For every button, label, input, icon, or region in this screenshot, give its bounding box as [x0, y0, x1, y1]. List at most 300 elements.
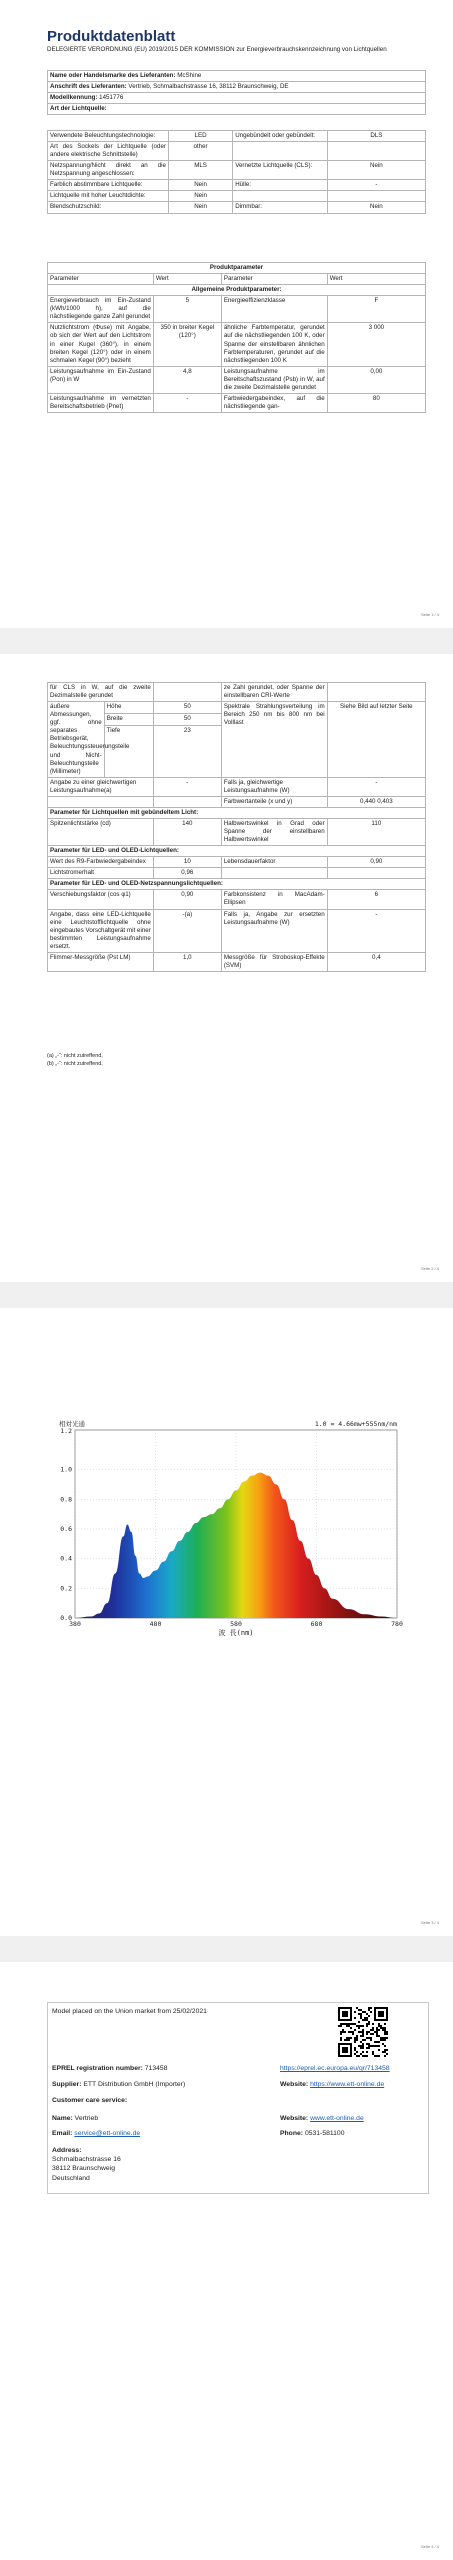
qr-module — [356, 2051, 358, 2053]
qr-module — [376, 2041, 378, 2043]
qr-module — [348, 2037, 350, 2039]
qr-module — [354, 2037, 356, 2039]
qr-module — [362, 2031, 364, 2033]
page-title: Produktdatenblatt — [47, 28, 176, 45]
equiv-power-w-value: - — [327, 777, 425, 796]
qr-module — [360, 2041, 362, 2043]
care-email-row — [52, 2130, 140, 2137]
directional-header: Parameter für Lichtquellen mit gebündeltem Licht: — [48, 807, 426, 818]
mains-header: Parameter für LED- und OLED-Netzspannungslichtquellen: — [48, 879, 426, 890]
table-row — [48, 890, 426, 909]
regulation-subtitle: DELEGIERTE VERORDNUNG (EU) 2019/2015 DER KOMMISSION zur Energieverbrauchskennzeichnung von Lichtquellen — [47, 46, 387, 53]
qr-module — [362, 2051, 364, 2053]
param-label: Flimmer-Messgröße (Pst LM) — [48, 952, 154, 971]
y-tick-label: 1.0 — [60, 1465, 72, 1474]
qr-module — [364, 2039, 366, 2041]
qr-module — [366, 2051, 368, 2053]
qr-module — [360, 2031, 362, 2033]
value-col-header: Wert — [153, 274, 221, 285]
param-label: Leistungsaufnahme im vernetzten Bereitschaftsbetrieb (Pnet) — [48, 393, 154, 412]
qr-module — [360, 2047, 362, 2049]
footnotes — [47, 1052, 103, 1069]
qr-module — [386, 2049, 388, 2051]
qr-module — [362, 2019, 364, 2021]
website-link[interactable]: https://www.ett-online.de — [310, 2081, 385, 2088]
qr-module — [374, 2031, 376, 2033]
param-label: Nutzlichtstrom (Φuse) mit Angabe, ob sich der Wert auf den Lichtstrom in einer Kugel (360°), in einem breiten Kegel (120°) oder in einem schmalen Kegel (90°) bezieht — [48, 323, 154, 366]
qr-module — [372, 2033, 374, 2035]
lightsource-table — [47, 130, 426, 214]
qr-module — [364, 2017, 366, 2019]
qr-module — [380, 2039, 382, 2041]
param-label: Art des Sockels der Lichtquelle (oder andere elektrische Schnittstelle) — [48, 142, 169, 161]
table-row — [48, 191, 426, 202]
led-header: Parameter für LED- und OLED-Lichtquellen: — [48, 846, 426, 857]
qr-module — [360, 2017, 362, 2019]
qr-module — [358, 2045, 360, 2047]
page-3 — [0, 1308, 453, 1936]
qr-module — [356, 2055, 358, 2057]
color-coords-value: 0,440 0,403 — [327, 796, 425, 807]
qr-module — [354, 2041, 356, 2043]
x-tick-label: 380 — [69, 1620, 81, 1628]
x-tick-label: 580 — [230, 1620, 242, 1628]
table-row — [48, 142, 426, 161]
qr-module — [362, 2043, 364, 2045]
spectral-label: Spektrale Strahlungsverteilung im Bereich 250 nm bis 800 nm bei Volllast — [221, 702, 327, 778]
qr-module — [354, 2029, 356, 2031]
qr-module — [380, 2027, 382, 2029]
qr-module — [362, 2035, 364, 2037]
qr-module — [360, 2013, 362, 2015]
qr-module — [358, 2055, 360, 2057]
param-value: Nein — [168, 191, 232, 202]
qr-module — [358, 2009, 360, 2011]
qr-module — [370, 2011, 372, 2013]
care-phone-row — [280, 2130, 345, 2137]
qr-module — [386, 2053, 388, 2055]
param-label: Netzspannung/Nicht direkt an die Netzspannung angeschlossen: — [48, 161, 169, 180]
qr-module — [342, 2023, 344, 2025]
table-row — [48, 161, 426, 180]
page-number: Seite 3 / 4 — [420, 1920, 439, 1925]
param-label: ähnliche Farbtemperatur, gerundet auf die nächstliegenden 100 K, oder Spanne der einstellbaren ähnlichen Farbtemperaturen, gerundet auf die nächstliegenden 100 K — [221, 323, 327, 366]
y-tick-label: 0.2 — [60, 1584, 72, 1593]
param-col-header: Parameter — [48, 274, 154, 285]
x-tick-label: 780 — [391, 1620, 403, 1628]
qr-module — [362, 2029, 364, 2031]
dim-width-label: Breite — [104, 713, 153, 725]
spectral-value: Siehe Bild auf letzter Seite — [327, 702, 425, 778]
qr-module — [368, 2047, 370, 2049]
qr-module — [370, 2039, 372, 2041]
page-4 — [0, 1962, 453, 2560]
qr-module — [376, 2033, 378, 2035]
qr-module — [370, 2045, 372, 2047]
survival-factor-value: 0,90 — [327, 857, 425, 868]
qr-module — [378, 2041, 380, 2043]
customer-care-header: Customer care service: — [52, 2097, 128, 2104]
supplier-address-label: Anschrift des Lieferanten: — [50, 83, 127, 91]
qr-module — [366, 2025, 368, 2027]
qr-module — [340, 2025, 342, 2027]
qr-module — [342, 2047, 348, 2053]
empty-cell — [327, 868, 425, 879]
qr-module — [376, 2055, 378, 2057]
qr-module — [378, 2049, 380, 2051]
qr-module — [348, 2039, 350, 2041]
param-value: Nein — [168, 180, 232, 191]
survival-factor-label: Lebensdauerfaktor — [221, 857, 327, 868]
care-website-link[interactable]: www.ett-online.de — [310, 2115, 364, 2122]
param-label: Hülle: — [233, 180, 328, 191]
param-value: DLS — [327, 131, 425, 142]
page-number: Seite 2 / 4 — [420, 1266, 439, 1271]
qr-module — [370, 2029, 372, 2031]
qr-module — [358, 2025, 360, 2027]
param-value: 1,0 — [153, 952, 221, 971]
care-name-value: Vertrieb — [74, 2115, 99, 2122]
qr-module — [386, 2033, 388, 2035]
chart-header-right: 1.0 = 4.66mw+555nm/nm — [314, 1420, 397, 1428]
param-label: Leistungsaufnahme im Ein-Zustand (Pon) in W — [48, 366, 154, 393]
website-label: Website: — [280, 2081, 309, 2088]
model-row — [48, 93, 426, 104]
table-row — [48, 202, 426, 213]
qr-module — [358, 2031, 360, 2033]
param-label: Farblich abstimmbare Lichtquelle: — [48, 180, 169, 191]
qr-module — [384, 2031, 386, 2033]
empty-cell — [153, 796, 221, 807]
qr-module — [344, 2031, 346, 2033]
qr-module — [366, 2047, 368, 2049]
param-label: Angabe, dass eine LED-Lichtquelle eine Leuchtstofflichtquelle ohne eingebautes Vorschaltgerät mit einer bestimmten Leistungsaufnahme ersetzt. — [48, 909, 154, 952]
supplier-row — [52, 2081, 185, 2088]
param-value: MLS — [168, 161, 232, 180]
qr-module — [374, 2055, 376, 2057]
param-value: F — [327, 296, 425, 323]
param-value: 80 — [327, 393, 425, 412]
qr-module — [364, 2011, 366, 2013]
param-label: Vernetzte Lichtquelle (CLS): — [233, 161, 328, 180]
care-name-label: Name: — [52, 2115, 73, 2122]
qr-module — [360, 2045, 362, 2047]
qr-module — [376, 2031, 378, 2033]
value-col-header: Wert — [327, 274, 425, 285]
qr-module — [348, 2023, 350, 2025]
qr-module — [384, 2033, 386, 2035]
param-value: - — [327, 180, 425, 191]
qr-module — [358, 2021, 360, 2023]
qr-module — [350, 2027, 352, 2029]
table-row — [48, 952, 426, 971]
qr-module — [354, 2023, 356, 2025]
dim-height-value: 50 — [153, 702, 221, 714]
care-phone-label: Phone: — [280, 2130, 304, 2137]
table-row — [48, 296, 426, 323]
qr-module — [370, 2007, 372, 2009]
param-label: Dimmbar: — [233, 202, 328, 213]
qr-module — [342, 2031, 344, 2033]
x-tick-label: 480 — [149, 1620, 162, 1628]
qr-module — [354, 2053, 356, 2055]
qr-module — [340, 2039, 342, 2041]
qr-module — [354, 2039, 356, 2041]
qr-module — [342, 2011, 348, 2017]
param-value: 4,8 — [153, 366, 221, 393]
care-email-label: Email: — [52, 2130, 73, 2137]
param-label — [233, 142, 328, 161]
param-value: -(a) — [153, 909, 221, 952]
param-label: Blendschutzschild: — [48, 202, 169, 213]
website-row — [280, 2081, 384, 2088]
qr-module — [354, 2011, 356, 2013]
lumen-maintenance-value: 0,96 — [153, 868, 221, 879]
param-label: Ungebündelt oder gebündelt: — [233, 131, 328, 142]
care-name-row — [52, 2115, 98, 2122]
qr-module — [384, 2051, 386, 2053]
table-row — [48, 393, 426, 412]
care-email-link[interactable]: service@ett-online.de — [74, 2130, 141, 2137]
qr-module — [362, 2033, 364, 2035]
eprel-link[interactable] — [280, 2065, 390, 2072]
qr-module — [378, 2045, 380, 2047]
supplier-name-row — [48, 71, 426, 82]
supplier-name-label: Name oder Handelsmarke des Lieferanten: — [50, 72, 176, 79]
qr-module — [380, 2037, 382, 2039]
empty-cell — [48, 796, 154, 807]
qr-module — [362, 2055, 364, 2057]
table-row — [48, 131, 426, 142]
care-address-line2: 38112 Braunschweig — [52, 2165, 115, 2173]
supplier-address-row — [48, 82, 426, 93]
page-1 — [0, 0, 453, 628]
param-label: Verschiebungsfaktor (cos φ1) — [48, 890, 154, 909]
y-top-label: 1.2 — [60, 1427, 72, 1435]
qr-module — [382, 2029, 384, 2031]
qr-module — [360, 2025, 362, 2027]
param-label: Energieeffizienzklasse — [221, 296, 327, 323]
qr-module — [362, 2025, 364, 2027]
qr-module — [366, 2043, 368, 2045]
param-label: Farbwiedergabeindex, auf die nächstliegende gan- — [221, 393, 327, 412]
qr-module — [340, 2023, 342, 2025]
equiv-power-label: Angabe zu einer gleichwertigen Leistungsaufnahme(a) — [48, 777, 154, 796]
param-label: Falls ja, Angabe zur ersetzten Leistungsaufnahme (W) — [221, 909, 327, 952]
eprel-url-link[interactable]: https://eprel.ec.europa.eu/qr/713458 — [280, 2065, 390, 2072]
equiv-power-w-label: Falls ja, gleichwertige Leistungsaufnahme (W) — [221, 777, 327, 796]
care-address-line1: Schmalbachstrasse 16 — [52, 2156, 121, 2164]
qr-module — [346, 2037, 348, 2039]
y-tick-label: 0.6 — [60, 1525, 72, 1533]
qr-module — [368, 2037, 370, 2039]
qr-module — [344, 2039, 346, 2041]
page-number: Seite 4 / 4 — [420, 2544, 439, 2549]
qr-module — [384, 2049, 386, 2051]
qr-module — [378, 2035, 380, 2037]
r9-value: 10 — [153, 857, 221, 868]
param-label: Farbkonsistenz in MacAdam-Ellipsen — [221, 890, 327, 909]
qr-module — [348, 2025, 350, 2027]
beam-angle-label: Halbwertswinkel in Grad oder Spanne der einstellbaren Halbwertswinkel — [221, 818, 327, 845]
qr-module — [368, 2031, 370, 2033]
param-label: Leistungsaufnahme im Bereitschaftszustand (Psb) in W, auf die zweite Dezimalstelle gerundet — [221, 366, 327, 393]
care-phone-value: 0531-581100 — [304, 2130, 345, 2137]
qr-module — [368, 2009, 370, 2011]
qr-module — [370, 2037, 372, 2039]
qr-module — [384, 2023, 386, 2025]
r9-label: Wert des R9-Farbwiedergabeindex — [48, 857, 154, 868]
footnote-b: (b) „-“: nicht zutreffend, — [47, 1061, 103, 1068]
qr-module — [372, 2051, 374, 2053]
eprel-value: 713458 — [144, 2065, 168, 2072]
qr-module — [366, 2019, 368, 2021]
qr-code-icon[interactable] — [338, 2007, 388, 2057]
qr-module — [354, 2047, 356, 2049]
qr-module — [376, 2029, 378, 2031]
qr-module — [360, 2053, 362, 2055]
dim-depth-value: 23 — [153, 725, 221, 777]
product-params-header: Produktparameter — [48, 263, 426, 274]
care-address-line3: Deutschland — [52, 2174, 90, 2182]
care-website-row — [280, 2115, 364, 2122]
qr-module — [366, 2055, 368, 2057]
spectral-distribution-chart — [47, 1418, 412, 1648]
qr-module — [342, 2029, 344, 2031]
qr-module — [368, 2007, 370, 2009]
qr-module — [378, 2025, 380, 2027]
qr-module — [358, 2027, 360, 2029]
care-address — [52, 2146, 121, 2183]
supplier-label: Supplier: — [52, 2081, 82, 2088]
param-value — [327, 191, 425, 202]
param-value: LED — [168, 131, 232, 142]
qr-module — [362, 2045, 364, 2047]
qr-module — [366, 2017, 368, 2019]
table-row — [48, 180, 426, 191]
qr-module — [384, 2037, 386, 2039]
qr-module — [374, 2041, 376, 2043]
qr-module — [356, 2035, 358, 2037]
spectrum-area — [75, 1473, 397, 1618]
param-label: Lichtquelle mit hoher Leuchtdichte: — [48, 191, 169, 202]
qr-module — [384, 2055, 386, 2057]
qr-module — [384, 2029, 386, 2031]
parameters-continued-table — [47, 682, 426, 972]
param-value: - — [327, 909, 425, 952]
qr-module — [384, 2027, 386, 2029]
qr-module — [386, 2031, 388, 2033]
peak-intensity-label: Spitzenlichtstärke (cd) — [48, 818, 154, 845]
qr-module — [372, 2045, 374, 2047]
qr-module — [364, 2019, 366, 2021]
eprel-label: EPREL registration number: — [52, 2065, 143, 2072]
qr-module — [338, 2025, 340, 2027]
supplier-address-value: Vertrieb, Schmalbachstrasse 16, 38112 Braunschweig, DE — [128, 83, 289, 91]
lumen-maintenance-label: Lichtstromerhalt — [48, 868, 154, 879]
qr-module — [376, 2035, 378, 2037]
cri-value — [327, 683, 425, 702]
qr-module — [346, 2025, 348, 2027]
param-value — [327, 142, 425, 161]
cri-label: ze Zahl gerundet, oder Spanne der einstellbaren CRI-Werte — [221, 683, 327, 702]
qr-module — [354, 2049, 356, 2051]
qr-module — [356, 2025, 358, 2027]
equiv-power-value: - — [153, 777, 221, 796]
y-tick-label: 0.4 — [60, 1554, 72, 1563]
qr-module — [380, 2025, 382, 2027]
empty-cell — [221, 868, 327, 879]
qr-module — [374, 2045, 376, 2047]
qr-module — [352, 2023, 354, 2025]
eprel-row — [52, 2065, 167, 2072]
dim-depth-label: Tiefe — [104, 725, 153, 777]
supplier-name-value: McShine — [177, 72, 202, 79]
qr-module — [368, 2043, 370, 2045]
param-value: 0,90 — [153, 890, 221, 909]
qr-module — [360, 2009, 362, 2011]
beam-angle-value: 110 — [327, 818, 425, 845]
qr-module — [366, 2023, 368, 2025]
param-col-header: Parameter — [221, 274, 327, 285]
qr-module — [376, 2027, 378, 2029]
qr-module — [382, 2051, 384, 2053]
dim-height-label: Höhe — [104, 702, 153, 714]
qr-module — [356, 2007, 358, 2009]
dim-width-value: 50 — [153, 713, 221, 725]
qr-module — [350, 2031, 352, 2033]
qr-module — [354, 2017, 356, 2019]
param-value: other — [168, 142, 232, 161]
param-value: 3 000 — [327, 323, 425, 366]
qr-module — [352, 2033, 354, 2035]
qr-module — [352, 2031, 354, 2033]
qr-module — [344, 2023, 346, 2025]
qr-module — [376, 2045, 378, 2047]
param-value: Nein — [327, 161, 425, 180]
param-value: 5 — [153, 296, 221, 323]
color-coords-label: Farbwertanteile (x und y) — [221, 796, 327, 807]
care-website-label: Website: — [280, 2115, 309, 2122]
qr-module — [366, 2031, 368, 2033]
qr-module — [384, 2039, 386, 2041]
qr-module — [366, 2033, 368, 2035]
qr-module — [360, 2015, 362, 2017]
qr-module — [358, 2013, 360, 2015]
product-parameters-table — [47, 262, 426, 413]
qr-module — [368, 2021, 370, 2023]
peak-intensity-value: 140 — [153, 818, 221, 845]
qr-module — [386, 2037, 388, 2039]
y-tick-label: 0.0 — [60, 1614, 72, 1622]
table-row — [48, 323, 426, 366]
supplier-value: ETT Distribution GmbH (Importer) — [83, 2081, 186, 2088]
param-label: Messgröße für Stroboskop-Effekte (SVM) — [221, 952, 327, 971]
qr-module — [356, 2039, 358, 2041]
qr-module — [382, 2037, 384, 2039]
qr-module — [368, 2045, 370, 2047]
page-number: Seite 1 / 4 — [420, 612, 439, 617]
qr-module — [372, 2027, 374, 2029]
x-axis-label: 波 長(nm) — [218, 1629, 254, 1637]
placed-on-market: Model placed on the Union market from 25/02/2021 — [52, 2008, 207, 2015]
supplier-table — [47, 70, 426, 115]
param-value: 0,00 — [327, 366, 425, 393]
param-value: 6 — [327, 890, 425, 909]
general-params-header: Allgemeine Produktparameter: — [48, 285, 426, 296]
care-address-label: Address: — [52, 2147, 82, 2154]
qr-module — [364, 2055, 366, 2057]
